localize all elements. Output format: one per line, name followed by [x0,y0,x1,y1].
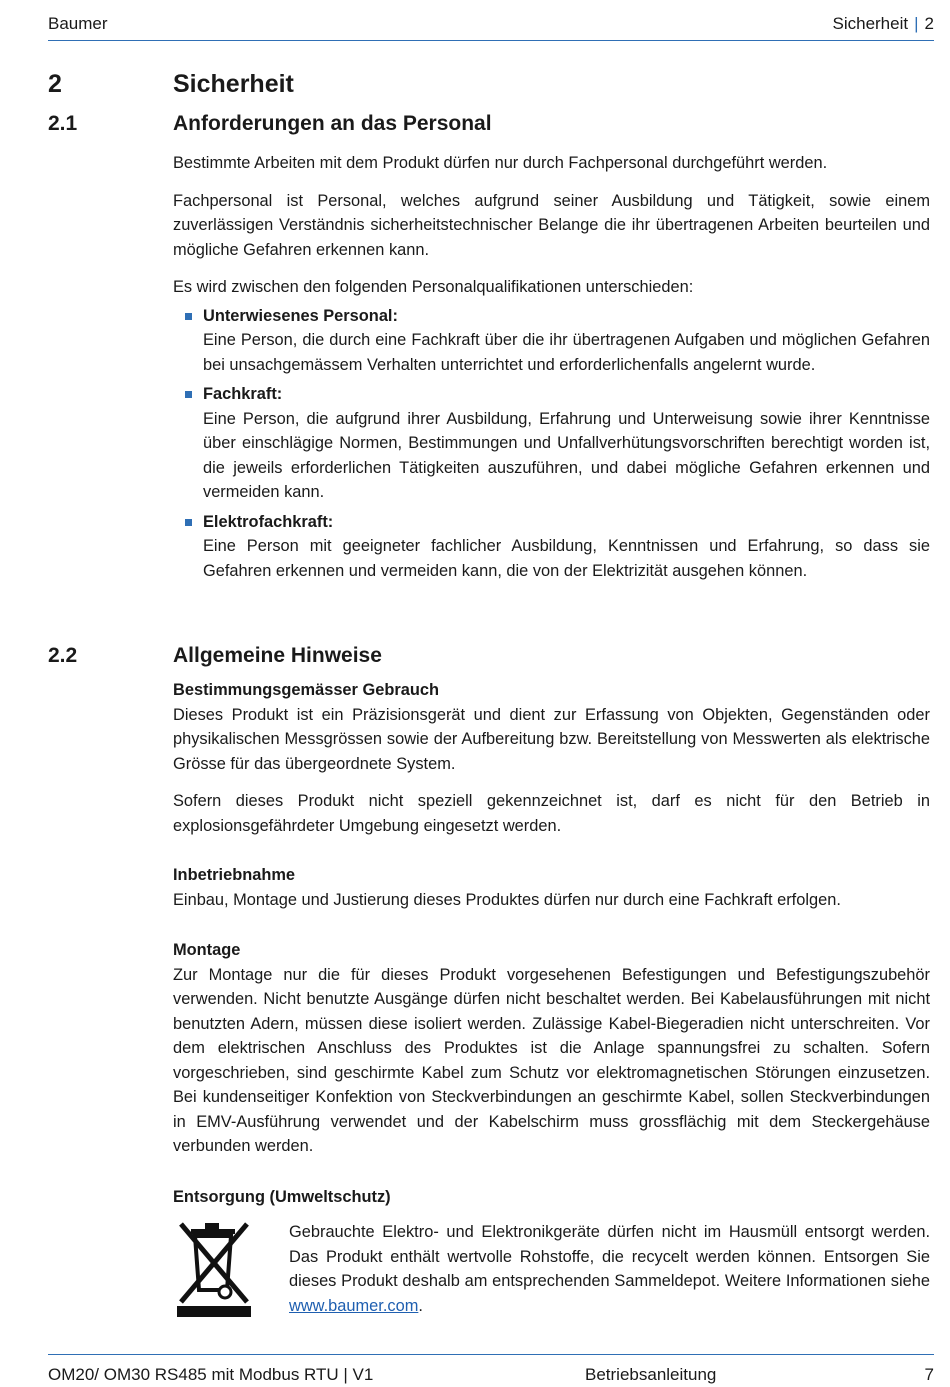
subheading-intended-use: Bestimmungsgemässer Gebrauch [173,681,439,699]
section-2-1-title: Anforderungen an das Personal [173,112,492,135]
section-2-2-body [173,678,930,1209]
disposal-text [289,1220,930,1318]
square-bullet-icon [185,391,192,398]
list-item-text: Eine Person, die aufgrund ihrer Ausbildung, Erfahrung und Unterweisung sowie ihrer Kenntnisse über einschlägige Normen, Bestimmungen und Unfallverhütungsvorschriften berechtigt worden ist, die jeweils erforderlichen Tätigkeiten auszuführen, und dabei mögliche Gefahren erkennen und vermeiden kann. [203,409,930,501]
list-item-text: Eine Person, die durch eine Fachkraft über die ihr übertragenen Aufgaben und möglichen Gefahren bei unsachgemässem Verhalten unterrichtet und erforderlichenfalls angelernt wurde. [203,331,930,374]
footer-page-number: 7 [924,1365,934,1384]
header-section [833,14,935,34]
square-bullet-icon [185,519,192,526]
section-2-1-body [173,151,930,583]
chapter-number: 2 [48,70,62,98]
list-item-title: Fachkraft: [203,385,283,403]
subheading-mounting: Montage [173,941,241,959]
disposal-paragraph: Gebrauchte Elektro- und Elektronikgeräte dürfen nicht im Hausmüll entsorgt werden. Das Produkt enthält wertvolle Rohstoffe, die recycelt werden können. Entsorgen Sie dieses Produkt deshalb am entsprechenden Sammeldepot. Weitere Informationen siehe [289,1223,930,1290]
paragraph: Fachpersonal ist Personal, welches aufgrund seiner Ausbildung und Tätigkeit, sowie einem zuverlässigen Verständnis sicherheitstechnischer Belange die ihr übertragenen Arbeiten beurteilen und mögliche Gefahren erkennen kann. [173,191,930,259]
square-bullet-icon [185,313,192,320]
baumer-website-link[interactable]: www.baumer.com [289,1296,419,1315]
list-item-text: Eine Person mit geeigneter fachlicher Ausbildung, Kenntnissen und Erfahrung, so dass sie Gefahren erkennen und vermeiden kann, die von der Elektrizität ausgehen können. [203,537,930,580]
subheading-commissioning: Inbetriebnahme [173,866,296,884]
list-item-title: Unterwiesenes Personal: [203,306,398,325]
list-item [173,304,930,378]
footer-product: OM20/ OM30 RS485 mit Modbus RTU | V1 [48,1365,374,1384]
paragraph: Zur Montage nur die für dieses Produkt vorgesehenen Befestigungen und Befestigungszubehör verwenden. Nicht benutzte Ausgänge dürfen nicht beschaltet werden. Bei Kabelausführungen mit nicht benutzten Adern, müssen diese isoliert werden. Zulässige Kabel-Biegeradien nicht unterschreiten. Vor dem elektrischen Anschluss des Produktes ist die Anlage spannungsfrei zu schalten. Sofern vorgeschrieben, sind geschirmte Kabel zum Schutz vor elektromagnetischen Störungen einzusetzen. Bei kundenseitiger Konfektion von Steckverbindungen an geschirmte Kabel, sollen Steckverbindungen in EMV-Ausführung verwendet und der Kabelschirm muss grossflächig mit dem Steckergehäuse verbunden werden. [173,965,930,1155]
paragraph: Bestimmte Arbeiten mit dem Produkt dürfen nur durch Fachpersonal durchgeführt werden. [173,154,828,172]
section-2-1-number: 2.1 [48,112,78,135]
crossed-out-wheelie-bin-icon [175,1220,253,1318]
paragraph: Dieses Produkt ist ein Präzisionsgerät und dient zur Erfassung von Objekten, Gegenständen oder physikalischen Messgrössen sowie der Aufbereitung bzw. Bereitstellung von Messwerten als elektrische Grösse für das übergeordnete System. [173,705,930,773]
section-2-2-title: Allgemeine Hinweise [173,644,382,667]
footer-doc-type: Betriebsanleitung [585,1365,717,1384]
page-header [48,14,934,41]
section-2-2-number: 2.2 [48,644,78,667]
paragraph: Einbau, Montage und Justierung dieses Produktes dürfen nur durch eine Fachkraft erfolgen. [173,890,841,909]
list-item [173,510,930,584]
qualification-list [173,304,930,584]
subheading-disposal: Entsorgung (Umweltschutz) [173,1187,391,1206]
paragraph: Es wird zwischen den folgenden Personalqualifikationen unterschieden: [173,278,694,296]
header-company: Baumer [48,14,108,33]
paragraph: Sofern dieses Produkt nicht speziell gekennzeichnet ist, darf es nicht für den Betrieb in explosionsgefährdeter Umgebung eingesetzt werden. [173,792,930,835]
header-page: 2 [924,14,934,33]
header-separator: | [914,14,919,33]
list-item-title: Elektrofachkraft: [203,512,334,531]
header-section-title: Sicherheit [832,14,909,33]
chapter-title: Sicherheit [173,70,294,98]
page-footer [48,1354,934,1385]
disposal-period: . [418,1296,423,1315]
list-item [173,382,930,505]
